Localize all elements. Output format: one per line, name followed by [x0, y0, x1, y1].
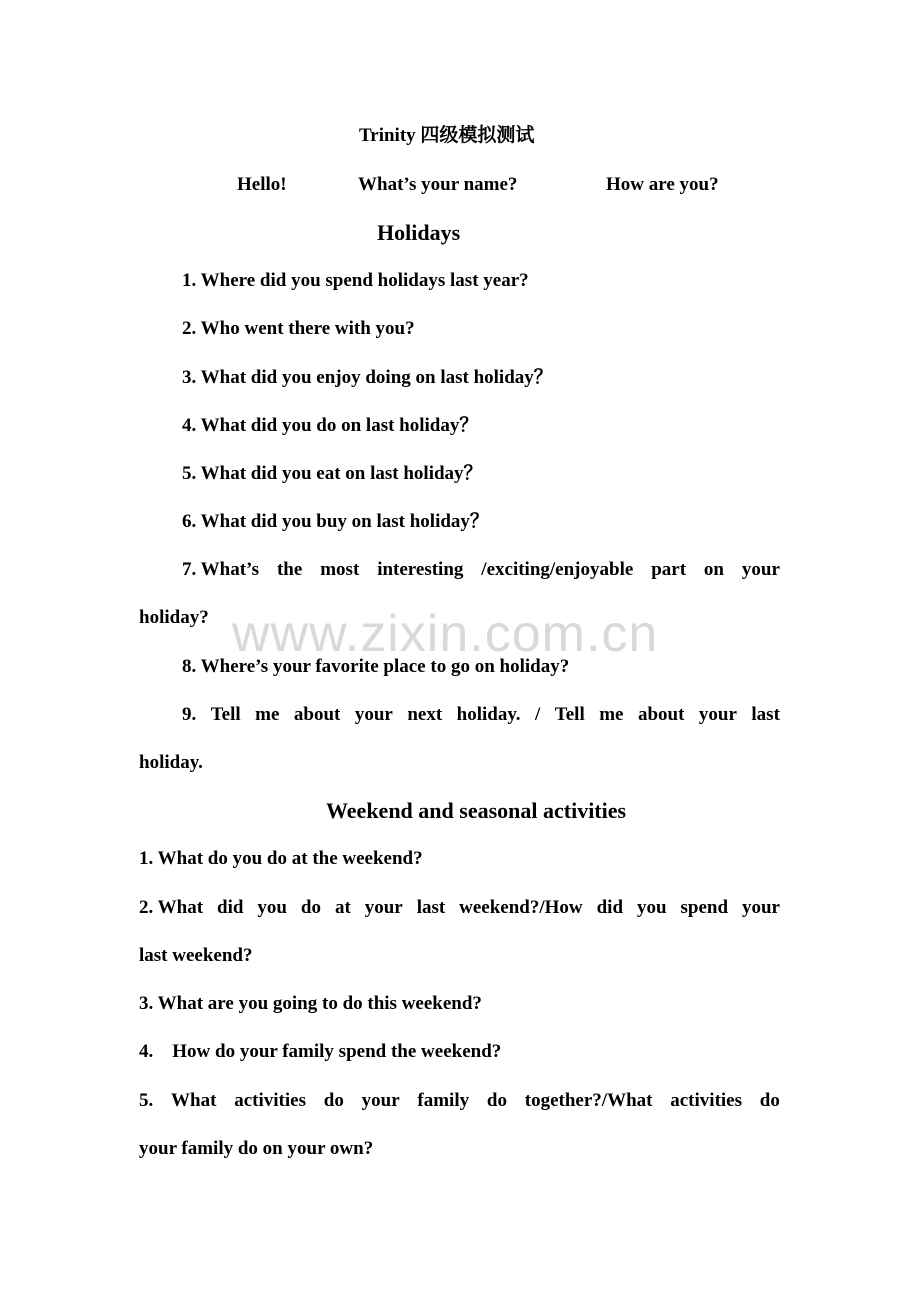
word: / [535, 704, 541, 725]
word: 7. What’s [182, 559, 260, 580]
section-heading-holidays: Holidays [377, 220, 461, 245]
word: the [276, 559, 303, 580]
word: next [407, 704, 443, 725]
word: /exciting/enjoyable [481, 559, 634, 580]
greeting-how: How are you? [606, 174, 719, 195]
holiday-question-1: 1. Where did you spend holidays last year? [182, 270, 529, 291]
word: Tell [554, 704, 585, 725]
greeting-hello: Hello! [237, 174, 287, 195]
word: you [636, 897, 667, 918]
word: activities [234, 1090, 306, 1111]
holiday-question-7-continued: holiday? [139, 607, 209, 628]
watermark: www.zixin.com.cn [232, 605, 659, 663]
word: your [741, 559, 780, 580]
word: about [637, 704, 685, 725]
word: holiday. [456, 704, 521, 725]
word: weekend?/How [459, 897, 583, 918]
word: on [703, 559, 724, 580]
word: me [599, 704, 624, 725]
document-title: Trinity 四级模拟测试 [359, 125, 535, 146]
word: your [698, 704, 737, 725]
word: you [257, 897, 287, 918]
weekend-question-1: 1. What do you do at the weekend? [139, 848, 423, 869]
word: 9. [182, 704, 197, 725]
holiday-question-5: 5. What did you eat on last holiday？ [182, 463, 483, 484]
word: family [417, 1090, 470, 1111]
word: about [293, 704, 341, 725]
word: do [759, 1090, 780, 1111]
holiday-question-6: 6. What did you buy on last holiday？ [182, 511, 489, 532]
holiday-question-7 [182, 558, 780, 582]
holiday-question-3: 3. What did you enjoy doing on last holiday？ [182, 367, 553, 388]
word: interesting [377, 559, 464, 580]
holiday-question-8: 8. Where’s your favorite place to go on holiday? [182, 656, 570, 677]
weekend-question-3: 3. What are you going to do this weekend? [139, 993, 482, 1014]
word: 5. [139, 1090, 154, 1111]
word: What [171, 1090, 217, 1111]
word: do [486, 1090, 507, 1111]
word: your [361, 1090, 400, 1111]
word: do [323, 1090, 344, 1111]
word: 2. What [139, 897, 204, 918]
word: activities [670, 1090, 743, 1111]
word: did [217, 897, 244, 918]
holiday-question-2: 2. Who went there with you? [182, 318, 415, 339]
word: do [300, 897, 321, 918]
weekend-question-2 [139, 896, 780, 920]
weekend-question-5 [139, 1089, 780, 1113]
greeting-name: What’s your name? [358, 174, 518, 195]
word: most [320, 559, 360, 580]
word: at [334, 897, 351, 918]
section-heading-weekend: Weekend and seasonal activities [326, 798, 627, 823]
word: Tell [210, 704, 241, 725]
holiday-question-9-continued: holiday. [139, 752, 203, 773]
word: last [751, 704, 780, 725]
word: your [364, 897, 403, 918]
holiday-question-4: 4. What did you do on last holiday？ [182, 415, 479, 436]
word: your [354, 704, 393, 725]
word: together?/What [524, 1090, 653, 1111]
weekend-question-4: 4. How do your family spend the weekend? [139, 1041, 502, 1062]
word: me [255, 704, 280, 725]
word: spend [680, 897, 729, 918]
weekend-question-2-continued: last weekend? [139, 945, 253, 966]
holiday-question-9 [182, 703, 780, 727]
word: part [651, 559, 687, 580]
weekend-question-5-continued: your family do on your own? [139, 1138, 374, 1159]
word: last [416, 897, 446, 918]
word: did [596, 897, 624, 918]
word: your [741, 897, 780, 918]
